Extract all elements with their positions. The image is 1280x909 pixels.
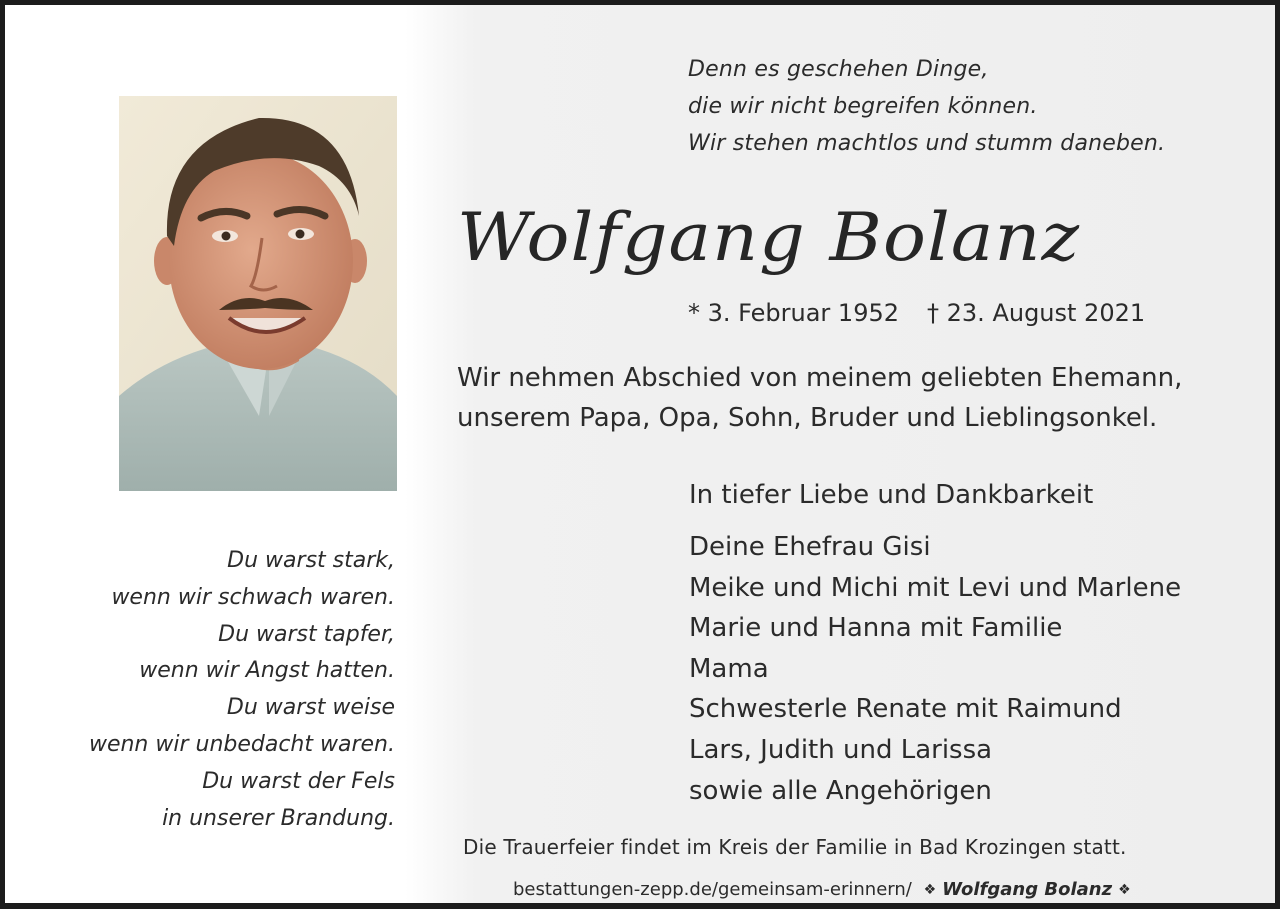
memorial-link[interactable]: bestattungen-zepp.de/gemeinsam-erinnern/: [513, 879, 912, 900]
life-dates: [688, 295, 1145, 331]
survivors-list: [689, 527, 1181, 811]
poem-line: wenn wir schwach waren.: [111, 584, 395, 610]
diamond-icon: ❖: [1118, 882, 1131, 898]
poem: [15, 543, 395, 837]
deceased-name: Wolfgang Bolanz: [457, 199, 1081, 276]
survivor-item: Mama: [689, 653, 769, 684]
top-quote-line: Wir stehen machtlos und stumm daneben.: [688, 131, 1166, 156]
survivor-item: Deine Ehefrau Gisi: [689, 532, 931, 562]
poem-line: Du warst weise: [226, 695, 395, 721]
portrait-photo: [119, 96, 397, 491]
poem-line: Du warst tapfer,: [218, 621, 395, 647]
survivor-item: Marie und Hanna mit Familie: [689, 613, 1063, 644]
death-date: † 23. August 2021: [927, 299, 1146, 327]
poem-line: Du warst der Fels: [202, 768, 395, 794]
poem-line: wenn wir unbedacht waren.: [88, 731, 395, 757]
farewell-line: Wir nehmen Abschied von meinem geliebten Ehemann,: [457, 363, 1183, 393]
farewell-line: unserem Papa, Opa, Sohn, Bruder und Lieblingsonkel.: [457, 403, 1158, 433]
ceremony-notice: Die Trauerfeier findet im Kreis der Familie in Bad Krozingen statt.: [463, 835, 1127, 859]
birth-date: * 3. Februar 1952: [688, 299, 900, 327]
portrait-photo-image: [119, 96, 397, 491]
top-quote-line: Denn es geschehen Dinge,: [688, 57, 989, 82]
farewell-text: [457, 358, 1182, 438]
top-quote: [688, 51, 1165, 162]
top-quote-line: die wir nicht begreifen können.: [688, 94, 1038, 119]
footer: [513, 875, 1137, 905]
poem-line: in unserer Brandung.: [162, 805, 395, 831]
poem-line: wenn wir Angst hatten.: [139, 658, 395, 684]
survivor-item: Lars, Judith und Larissa: [689, 734, 993, 765]
love-line: In tiefer Liebe und Dankbarkeit: [689, 480, 1094, 510]
footer-name: Wolfgang Bolanz: [942, 879, 1113, 900]
poem-line: Du warst stark,: [227, 548, 395, 573]
survivor-item: sowie alle Angehörigen: [689, 775, 992, 806]
diamond-icon: ❖: [923, 882, 937, 898]
survivor-item: Schwesterle Renate mit Raimund: [689, 694, 1122, 725]
survivor-item: Meike und Michi mit Levi und Marlene: [689, 572, 1182, 603]
